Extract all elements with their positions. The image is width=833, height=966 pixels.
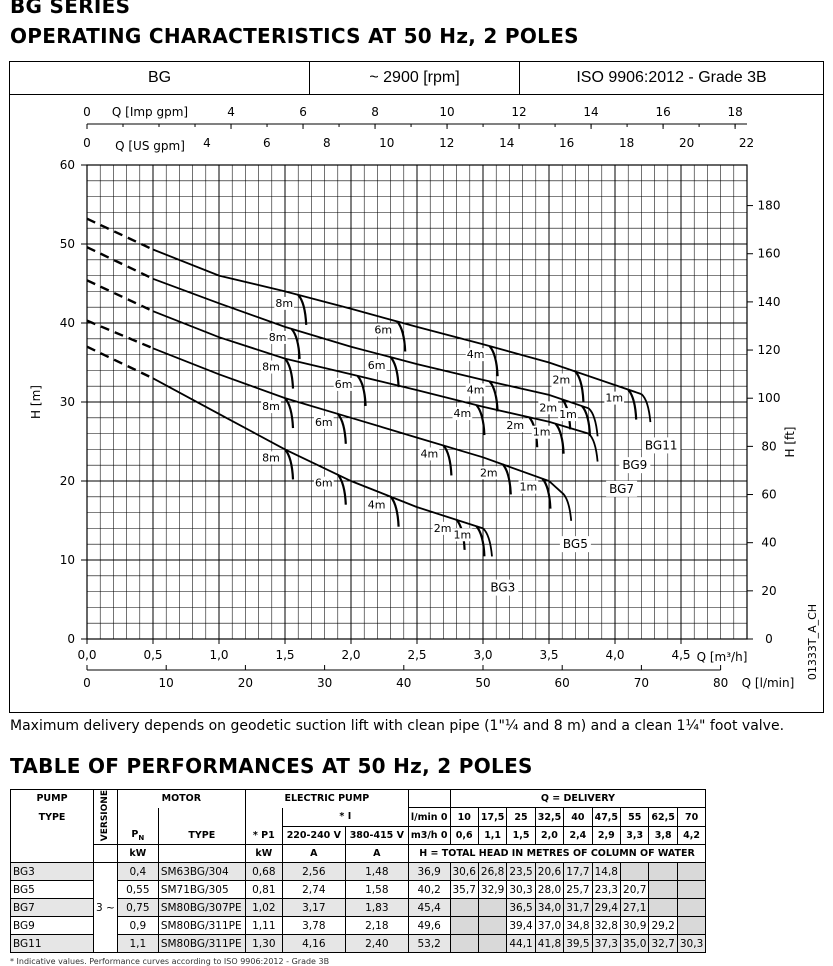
npsh-marker — [285, 449, 293, 479]
th-v2: 380-415 V — [345, 826, 408, 844]
y-tick-label: 50 — [59, 237, 75, 251]
x-tick-label: 4,0 — [605, 648, 625, 662]
x-tick-label: 0,5 — [143, 648, 163, 662]
npsh-marker — [338, 414, 346, 444]
cell-i1: 3,78 — [282, 917, 345, 935]
cell-h0: 40,2 — [408, 881, 450, 899]
cell-head: 34,0 — [535, 899, 563, 917]
cell-head: 31,7 — [564, 899, 592, 917]
y-axis-label: H [m] — [29, 385, 43, 419]
cell-h0: 36,9 — [408, 863, 450, 881]
chart-title: OPERATING CHARACTERISTICS AT 50 Hz, 2 POLES — [10, 24, 579, 48]
lmin-tick-label: 0 — [83, 676, 91, 690]
cell-pn: 0,55 — [117, 881, 158, 899]
us-tick-label: 18 — [619, 136, 635, 150]
lmin-tick-label: 50 — [475, 676, 491, 690]
npsh-label: 8m — [268, 330, 287, 344]
yft-tick-label: 20 — [761, 583, 777, 598]
th-lmin-8: 70 — [677, 808, 705, 826]
cell-h0: 49,6 — [408, 917, 450, 935]
cell-p1: 0,68 — [245, 863, 282, 881]
y-tick-label: 40 — [59, 316, 75, 330]
cell-pump-type: BG5 — [11, 881, 94, 899]
npsh-label: 8m — [262, 451, 280, 465]
us-tick-label: 16 — [559, 136, 575, 150]
npsh-marker — [628, 390, 636, 420]
yft-tick-label: 60 — [761, 487, 777, 502]
th-lmin-6: 55 — [621, 808, 649, 826]
cell-head: 14,8 — [592, 863, 620, 881]
cell-i2: 1,58 — [345, 881, 408, 899]
curve-tail-bg7 — [589, 434, 598, 462]
th-type: TYPE — [11, 808, 94, 826]
cell-head: 39,5 — [564, 935, 592, 953]
th-pn: $P_N$ — [117, 826, 158, 844]
imp-axis-label: Q [Imp gpm] — [111, 105, 189, 119]
th-m3h-0: 0,6 — [450, 826, 478, 844]
y-tick-label: 60 — [59, 158, 75, 172]
x-tick-label: 2,0 — [341, 648, 361, 662]
cell-head: 37,0 — [535, 917, 563, 935]
series-title: BG SERIES — [10, 0, 131, 18]
yft-tick-label: 180 — [757, 198, 781, 213]
x-tick-label: 0,0 — [77, 648, 97, 662]
cell-head — [450, 935, 478, 953]
npsh-label: 8m — [275, 296, 294, 310]
cell-p1: 1,11 — [245, 917, 282, 935]
curve-bg9 — [153, 279, 589, 409]
cell-head — [677, 863, 705, 881]
cell-i1: 2,56 — [282, 863, 345, 881]
yft-axis-label: H [ft] — [783, 426, 797, 458]
table-title: TABLE OF PERFORMANCES AT 50 Hz, 2 POLES — [10, 754, 533, 778]
npsh-label: 2m — [433, 521, 452, 535]
th-lmin-5: 47,5 — [592, 808, 620, 826]
curve-name-label: BG9 — [622, 458, 648, 473]
th-lmin: l/min 0 — [408, 808, 450, 826]
th-electric-pump: ELECTRIC PUMP — [245, 790, 408, 808]
th-m3h-4: 2,4 — [564, 826, 592, 844]
npsh-label: 8m — [262, 400, 280, 414]
th-lmin-2: 25 — [507, 808, 535, 826]
lmin-tick-label: 10 — [158, 676, 174, 690]
chart-frame — [9, 61, 824, 713]
y-tick-label: 10 — [59, 553, 75, 567]
lmin-tick-label-last: 80 — [712, 676, 729, 690]
imp-tick-label: 16 — [655, 105, 671, 119]
cell-pump-type: BG7 — [11, 899, 94, 917]
curve-dash-bg5 — [87, 321, 153, 349]
th-a2: A — [345, 845, 408, 863]
delivery-note: Maximum delivery depends on geodetic suction lift with clean pipe (1"¼ and 8 m) and a clean 1¼" foot valve. — [10, 718, 785, 734]
cell-head: 34,8 — [564, 917, 592, 935]
cell-i2: 2,40 — [345, 935, 408, 953]
x-tick-label: 3,5 — [539, 648, 559, 662]
curve-name-label: BG3 — [490, 580, 516, 595]
cell-h0: 45,4 — [408, 899, 450, 917]
cell-pn: 0,4 — [117, 863, 158, 881]
lmin-tick-label: 20 — [237, 676, 254, 690]
npsh-marker — [338, 475, 346, 505]
curve-bg7 — [153, 311, 589, 433]
th-kw: kW — [117, 845, 158, 863]
curve-name-label: BG11 — [644, 438, 678, 453]
th-m3h-5: 2,9 — [592, 826, 620, 844]
cell-h0: 53,2 — [408, 935, 450, 953]
th-lmin-1: 17,5 — [478, 808, 506, 826]
npsh-label: 6m — [314, 415, 333, 429]
imp-tick-label: 6 — [299, 105, 307, 119]
npsh-label: 2m — [506, 419, 525, 433]
us-axis-label: Q [US gpm] — [115, 139, 185, 153]
lmin-tick-label: 30 — [316, 676, 333, 690]
lmin-tick-label: 70 — [633, 676, 650, 690]
cell-head: 35,7 — [450, 881, 478, 899]
npsh-label: 4m — [453, 407, 472, 421]
y-tick-label: 30 — [59, 395, 75, 409]
th-head: H = TOTAL HEAD IN METRES OF COLUMN OF WATER — [408, 845, 705, 863]
us-tick-label: 14 — [499, 136, 515, 150]
npsh-label: 2m — [479, 466, 498, 480]
th-lmin-3: 32,5 — [535, 808, 563, 826]
imp-tick-label: 14 — [583, 105, 599, 119]
us-tick-label: 20 — [678, 136, 695, 150]
cell-head: 29,4 — [592, 899, 620, 917]
cell-head: 20,6 — [535, 863, 563, 881]
th-lmin-7: 62,5 — [649, 808, 677, 826]
curve-dash-bg3 — [87, 347, 153, 379]
us-tick-label: 12 — [439, 136, 455, 150]
npsh-label: 1m — [532, 425, 551, 439]
cell-pn: 1,1 — [117, 935, 158, 953]
x-tick-label: 1,0 — [209, 648, 229, 662]
cell-head — [621, 863, 649, 881]
th-m3h-3: 2,0 — [535, 826, 563, 844]
cell-head: 39,4 — [507, 917, 535, 935]
th-v1: 220-240 V — [282, 826, 345, 844]
npsh-marker — [391, 497, 399, 527]
x-axis-label: Q [m³/h] — [696, 650, 748, 664]
cell-head — [677, 899, 705, 917]
cell-head — [649, 881, 677, 899]
yft-tick-label: 100 — [757, 391, 781, 406]
npsh-label: 4m — [420, 447, 439, 461]
code-label: 01333T_A_CH — [806, 603, 819, 681]
table-row — [11, 863, 706, 881]
cell-head — [649, 899, 677, 917]
cell-head: 23,5 — [507, 863, 535, 881]
th-lmin-0: 10 — [450, 808, 478, 826]
imp-tick-label: 12 — [511, 105, 527, 119]
imp-tick-label: 10 — [439, 105, 455, 119]
cell-head — [478, 899, 506, 917]
cell-pn: 0,75 — [117, 899, 158, 917]
imp-tick-label: 8 — [371, 105, 379, 119]
cell-head: 30,3 — [507, 881, 535, 899]
x-tick-label: 4,5 — [671, 648, 691, 662]
lmin-tick-label: 60 — [554, 676, 570, 690]
performance-table — [10, 789, 706, 953]
cell-head: 35,0 — [621, 935, 649, 953]
cell-head: 30,6 — [450, 863, 478, 881]
cell-head: 32,7 — [649, 935, 677, 953]
cell-head: 36,5 — [507, 899, 535, 917]
cell-i1: 2,74 — [282, 881, 345, 899]
curve-dash-bg11 — [87, 219, 153, 250]
x-tick-label: 1,5 — [275, 648, 295, 662]
th-lmin-4: 40 — [564, 808, 592, 826]
cell-head: 26,8 — [478, 863, 506, 881]
npsh-label: 1m — [605, 391, 624, 405]
npsh-label: 4m — [367, 498, 386, 512]
th-m3h-6: 3,3 — [621, 826, 649, 844]
npsh-label: 1m — [559, 408, 577, 422]
cell-head: 28,0 — [535, 881, 563, 899]
yft-tick-label: 0 — [765, 632, 773, 646]
curve-bg5 — [153, 348, 562, 493]
cell-pump-type: BG9 — [11, 917, 94, 935]
th-m3h: m3/h 0 — [408, 826, 450, 844]
npsh-marker — [298, 295, 306, 325]
cell-head — [478, 935, 506, 953]
npsh-label: 2m — [539, 401, 558, 415]
th-motor: MOTOR — [117, 790, 245, 808]
yft-tick-label: 140 — [757, 294, 781, 309]
us-tick-label: 4 — [203, 136, 211, 150]
th-m3h-1: 1,1 — [478, 826, 506, 844]
cell-head — [478, 917, 506, 935]
cell-p1: 0,81 — [245, 881, 282, 899]
npsh-label: 8m — [262, 360, 280, 374]
cell-i2: 1,83 — [345, 899, 408, 917]
header-model: BG — [10, 62, 310, 94]
npsh-label: 6m — [334, 377, 353, 391]
cell-p1: 1,02 — [245, 899, 282, 917]
cell-motor-type: SM80BG/311PE — [158, 935, 245, 953]
us-tick-label: 6 — [263, 136, 271, 150]
npsh-label: 4m — [466, 383, 485, 397]
yft-tick-label: 80 — [761, 439, 777, 454]
us-tick-label: 22 — [738, 136, 755, 150]
yft-tick-label: 120 — [757, 343, 781, 358]
imp-tick-label: 18 — [727, 105, 743, 119]
cell-head — [450, 899, 478, 917]
x-tick-label: 3,0 — [473, 648, 493, 662]
th-kw2: kW — [245, 845, 282, 863]
cell-head: 41,8 — [535, 935, 563, 953]
th-m3h-2: 1,5 — [507, 826, 535, 844]
cell-motor-type: SM63BG/304 — [158, 863, 245, 881]
y-tick-label: 0 — [67, 632, 75, 646]
npsh-label: 6m — [367, 359, 386, 373]
cell-head: 20,7 — [621, 881, 649, 899]
cell-head: 32,8 — [592, 917, 620, 935]
curve-dash-bg9 — [87, 247, 153, 279]
npsh-label: 6m — [374, 323, 393, 337]
th-m3h-8: 4,2 — [677, 826, 705, 844]
cell-motor-type: SM71BG/305 — [158, 881, 245, 899]
th-delivery: Q = DELIVERY — [450, 790, 706, 808]
yft-tick-label: 160 — [757, 246, 781, 261]
npsh-label: 1m — [519, 480, 538, 494]
cell-motor-type: SM80BG/311PE — [158, 917, 245, 935]
curve-name-label: BG7 — [609, 481, 635, 496]
npsh-label: 4m — [466, 348, 485, 362]
npsh-marker — [285, 359, 293, 389]
imp-tick-label: 4 — [227, 105, 235, 119]
cell-pump-type: BG11 — [11, 935, 94, 953]
cell-p1: 1,30 — [245, 935, 282, 953]
npsh-label: 2m — [552, 373, 571, 387]
cell-head — [677, 881, 705, 899]
cell-motor-type: SM80BG/307PE — [158, 899, 245, 917]
cell-head: 37,3 — [592, 935, 620, 953]
cell-head: 30,9 — [621, 917, 649, 935]
cell-i2: 2,18 — [345, 917, 408, 935]
npsh-label: 6m — [314, 476, 333, 490]
header-standard: ISO 9906:2012 - Grade 3B — [576, 69, 767, 86]
th-current: * I — [282, 808, 408, 826]
curve-name-label: BG5 — [562, 537, 588, 552]
us-tick-label: 8 — [323, 136, 331, 150]
cell-head: 29,2 — [649, 917, 677, 935]
imp-tick-label: 0 — [83, 105, 91, 119]
x-tick-label: 2,5 — [407, 648, 427, 662]
cell-pn: 0,9 — [117, 917, 158, 935]
us-tick-label: 10 — [379, 136, 395, 150]
th-m3h-7: 3,8 — [649, 826, 677, 844]
npsh-marker — [391, 357, 399, 387]
th-p1: * P1 — [245, 826, 282, 844]
cell-i1: 4,16 — [282, 935, 345, 953]
curve-dash-bg7 — [87, 280, 153, 311]
npsh-marker — [285, 398, 293, 428]
y-tick-label: 20 — [59, 474, 75, 488]
th-motor-type: TYPE — [158, 826, 245, 844]
cell-i2: 1,48 — [345, 863, 408, 881]
yft-tick-label: 40 — [761, 535, 777, 550]
cell-versione: 3 ~ — [94, 863, 118, 953]
cell-head: 17,7 — [564, 863, 592, 881]
cell-head: 44,1 — [507, 935, 535, 953]
npsh-label: 1m — [453, 528, 472, 542]
npsh-marker — [575, 372, 583, 402]
header-rpm: ~ 2900 [rpm] — [310, 62, 520, 94]
th-a1: A — [282, 845, 345, 863]
lmin-tick-label: 40 — [396, 676, 412, 690]
footnote: * Indicative values. Performance curves according to ISO 9906:2012 - Grade 3B — [10, 957, 330, 966]
us-tick-label: 0 — [83, 136, 91, 150]
cell-i1: 3,17 — [282, 899, 345, 917]
cell-head: 23,3 — [592, 881, 620, 899]
cell-head — [677, 917, 705, 935]
cell-pump-type: BG3 — [11, 863, 94, 881]
cell-head — [649, 863, 677, 881]
cell-head: 27,1 — [621, 899, 649, 917]
npsh-marker — [443, 445, 451, 475]
cell-head — [450, 917, 478, 935]
lmin-axis-label: Q [l/min] — [741, 676, 795, 690]
cell-head: 30,3 — [677, 935, 705, 953]
cell-head: 25,7 — [564, 881, 592, 899]
performance-chart — [10, 62, 822, 711]
th-pump: PUMP — [11, 790, 94, 808]
th-versione: VERSIONE — [94, 790, 118, 845]
cell-head: 32,9 — [478, 881, 506, 899]
